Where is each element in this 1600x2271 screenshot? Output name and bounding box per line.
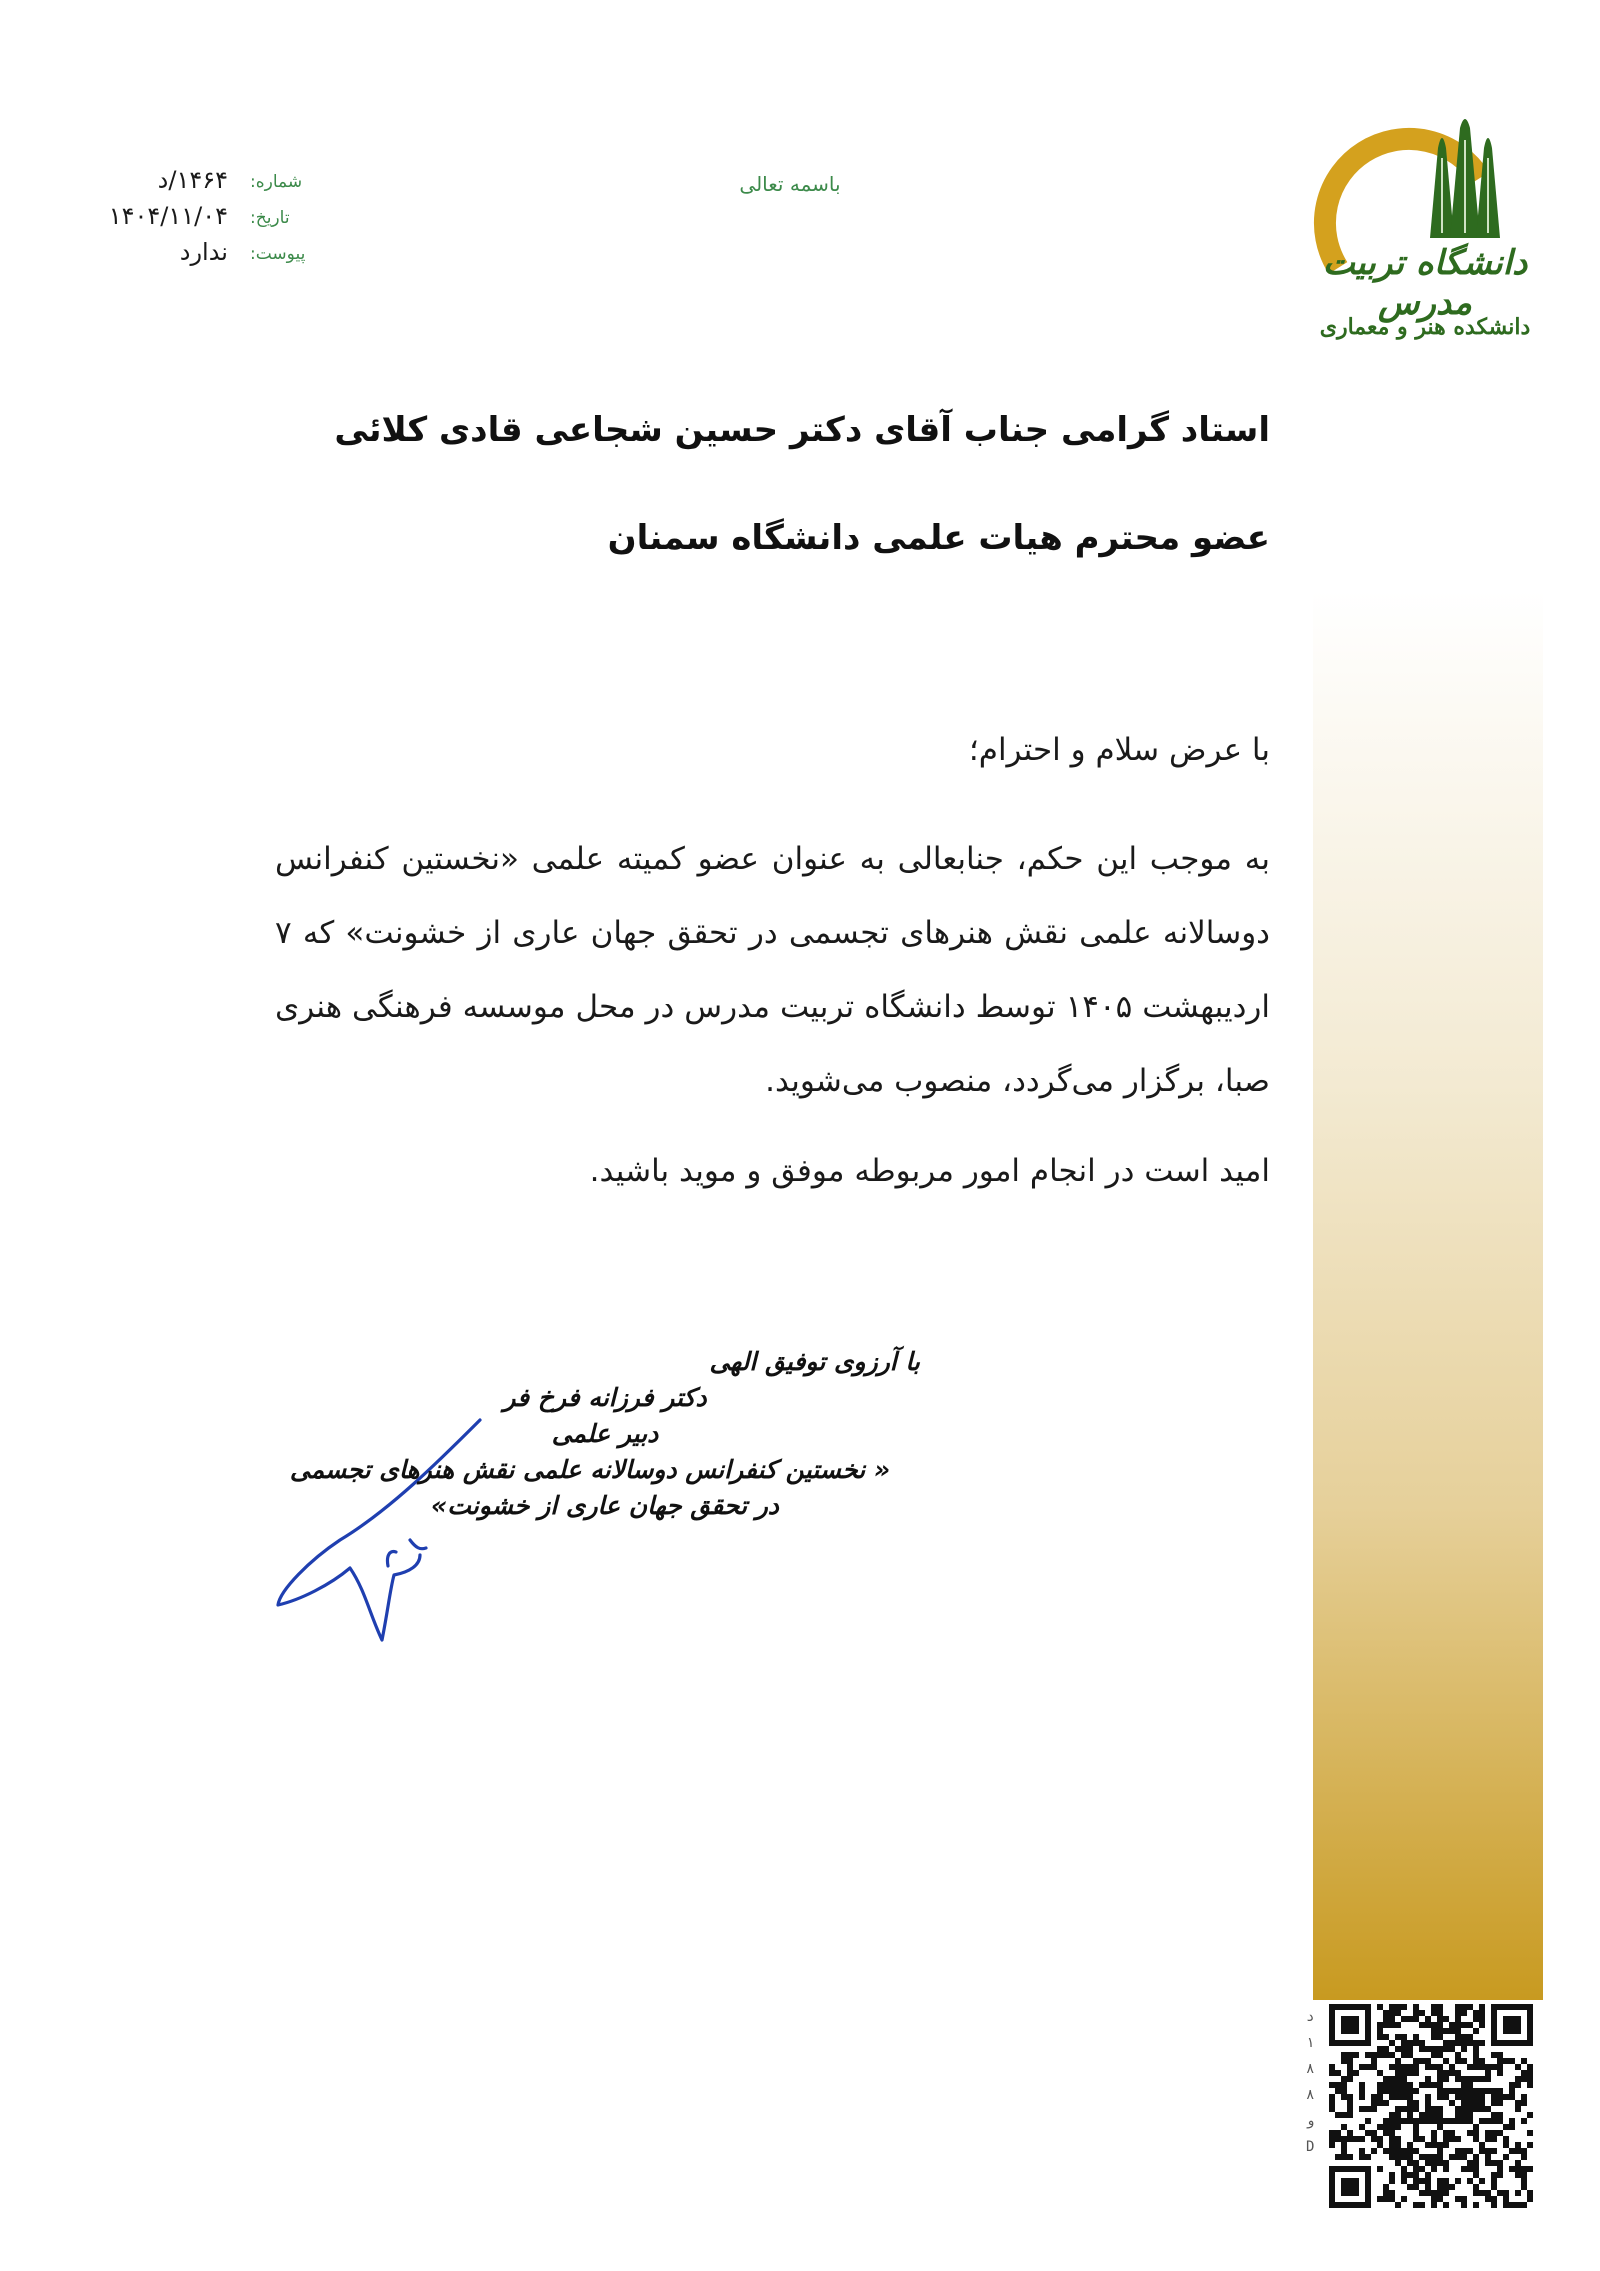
signatory-role: دبیر علمی	[551, 1419, 659, 1448]
meta-attachment-value: ندارد	[179, 238, 228, 266]
event-title-line1: « نخستین کنفرانس دوسالانه علمی نقش هنرهای تجسمی	[289, 1455, 891, 1484]
greeting: با عرض سلام و احترام؛	[968, 732, 1270, 768]
logo-university-name: دانشگاه تربیت مدرس	[1322, 243, 1528, 323]
meta-number-row	[80, 166, 320, 202]
meta-date-label: تاریخ:	[250, 208, 290, 228]
meta-date-row	[80, 202, 320, 238]
qr-side-marks: د ۱ ۸ ۸ ﻭ D	[1306, 2009, 1315, 2155]
meta-attachment-row	[80, 238, 320, 274]
signature-wish: با آرزوی توفیق الهی	[709, 1347, 920, 1376]
signatory-name: دکتر فرزانه فرخ فر	[503, 1383, 707, 1412]
university-logo	[1310, 118, 1540, 358]
decorative-gold-strip	[1313, 590, 1543, 2000]
logo-faculty-name: دانشکده هنر و معماری	[1319, 314, 1531, 340]
addressee-name: استاد گرامی جناب آقای دکتر حسین شجاعی قادی کلائی	[334, 410, 1270, 450]
letter-meta	[80, 166, 320, 274]
letter-closing: امید است در انجام امور مربوطه موفق و موید باشید.	[589, 1153, 1270, 1189]
meta-number-label: شماره:	[250, 172, 303, 192]
addressee-title: عضو محترم هیات علمی دانشگاه سمنان	[607, 518, 1270, 558]
letter-body: به موجب این حکم، جنابعالی به عنوان عضو کمیته علمی «نخستین کنفرانس دوسالانه علمی نقش هنرهای تجسمی در تحقق جهان عاری از خشونت» که ۷ اردیبهشت ۱۴۰۵ توسط دانشگاه تربیت مدرس در محل موسسه فرهنگی هنری صبا، برگزار می‌گردد، منصوب می‌شوید.	[275, 841, 1270, 1099]
meta-number-value: ۱۴۶۴/د	[157, 166, 228, 194]
signature-block	[220, 1344, 960, 1524]
bismillah-heading: باسمه تعالی	[739, 172, 841, 196]
meta-date-value: ۱۴۰۴/۱۱/۰۴	[108, 202, 228, 230]
qr-code-icon	[1305, 2000, 1545, 2220]
meta-attachment-label: پیوست:	[250, 244, 306, 264]
event-title-line2: در تحقق جهان عاری از خشونت»	[431, 1491, 779, 1520]
